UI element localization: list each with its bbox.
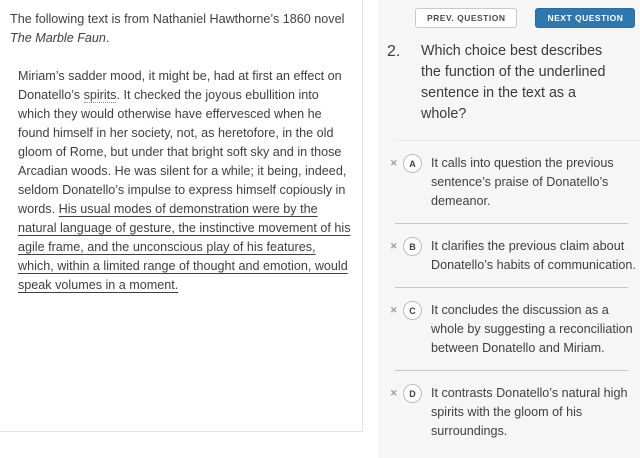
- question-row: [378, 41, 640, 125]
- choice-row-b[interactable]: [390, 237, 640, 275]
- question-nav: [415, 8, 640, 28]
- question-panel: [378, 0, 640, 458]
- passage-text-part1: Miriam’s sadder mood, it might be, had at first an effect on Donatello’s: [18, 69, 342, 102]
- choice-b-text: It clarifies the previous claim about Donatello’s habits of communication.: [431, 239, 636, 272]
- eliminate-choice-b-icon[interactable]: ✕: [390, 241, 398, 251]
- choice-a-text: It calls into question the previous sentence’s praise of Donatello’s demeanor.: [431, 156, 614, 208]
- vocab-word-spirits[interactable]: spirits: [83, 88, 117, 102]
- question-choices-divider: [395, 140, 640, 141]
- passage-intro: [10, 10, 354, 48]
- choice-divider: [395, 370, 628, 371]
- passage-intro-suffix: .: [105, 31, 110, 45]
- passage-intro-prefix: The following text is from Nathaniel Hawthorne’s 1860 novel: [10, 12, 345, 26]
- question-text: Which choice best describes the function of the underlined sentence in the text as a whole?: [421, 43, 606, 122]
- choice-c-letter-circle[interactable]: C: [403, 301, 422, 320]
- choice-a-letter-circle[interactable]: A: [403, 154, 422, 173]
- underlined-sentence: His usual modes of demonstration were by the natural language of gesture, the instinctive movement of his agile frame, and the unconscious play of his features, which, within a limited range of thought and emotion, would speak volumes in a moment.: [18, 202, 351, 292]
- eliminate-choice-d-icon[interactable]: ✕: [390, 388, 398, 398]
- choice-divider: [395, 223, 628, 224]
- prev-question-button[interactable]: PREV. QUESTION: [415, 8, 517, 28]
- question-number: 2.: [387, 43, 401, 60]
- choice-divider: [395, 287, 628, 288]
- choice-d-letter-circle[interactable]: D: [403, 384, 422, 403]
- panel-gap: [363, 0, 378, 458]
- choice-d-text: It contrasts Donatello’s natural high spirits with the gloom of his surroundings.: [431, 386, 628, 438]
- choice-b-letter-circle[interactable]: B: [403, 237, 422, 256]
- choice-row-a[interactable]: [390, 154, 640, 211]
- next-question-button[interactable]: NEXT QUESTION: [535, 8, 635, 28]
- eliminate-choice-c-icon[interactable]: ✕: [390, 305, 398, 315]
- passage-text-part2: . It checked the joyous ebullition into which they would otherwise have effervesced when he found himself in her society, not, as heretofore, in the old gloom of Rome, but under that bright soft sky and in those Arcadian woods. He was silent for a while; it being, indeed, seldom Donatello’s impulse to express himself copiously in words.: [18, 88, 347, 216]
- choice-row-d[interactable]: [390, 384, 640, 441]
- passage-book-title: The Marble Faun: [10, 31, 106, 45]
- choice-c-text: It concludes the discussion as a whole by suggesting a reconciliation between Donatello and Miriam.: [431, 303, 633, 355]
- eliminate-choice-a-icon[interactable]: ✕: [390, 158, 398, 168]
- passage-body: [18, 67, 354, 295]
- choice-row-c[interactable]: [390, 301, 640, 358]
